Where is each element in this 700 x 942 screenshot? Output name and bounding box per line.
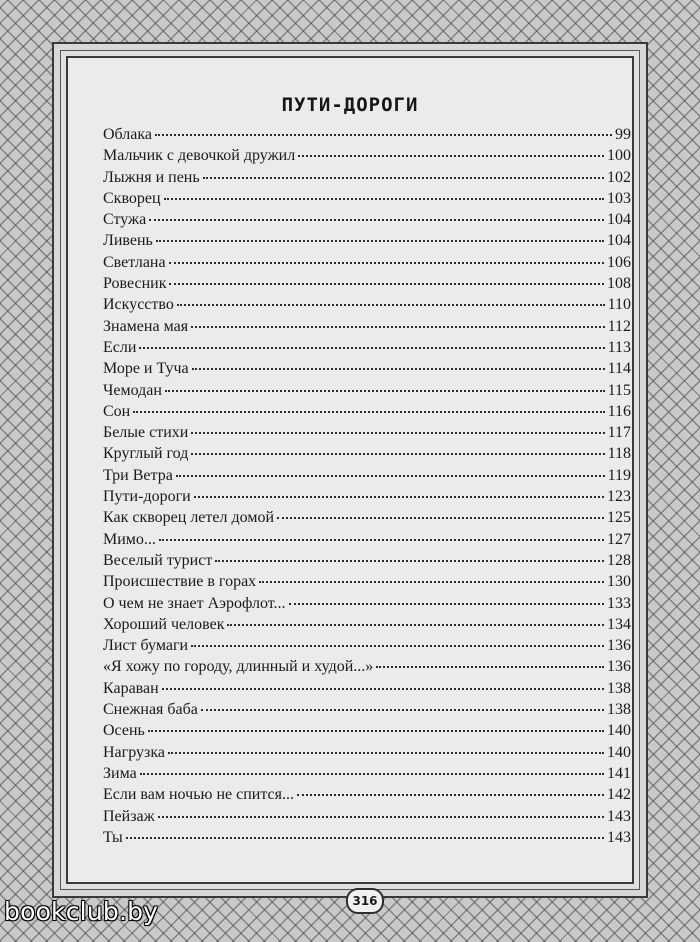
toc-entry-title: Знамена мая [103, 317, 189, 335]
toc-entry-title: Происшествие в горах [103, 573, 257, 591]
toc-entry-title: Если вам ночью не спится... [103, 786, 294, 804]
toc-entry [103, 145, 631, 166]
toc-dot-leader [201, 709, 604, 711]
toc-entry-title: Как скворец летел домой [103, 509, 275, 527]
toc-entry-title: Если [103, 338, 137, 356]
toc-entry-title: Искусство [103, 296, 174, 314]
toc-entry-page: 125 [607, 509, 631, 527]
toc-entry-title: Светлана [103, 253, 166, 271]
toc-entry-title: Мимо... [103, 530, 156, 548]
toc-entry-title: Скворец [103, 189, 161, 207]
toc-entry [103, 188, 631, 209]
toc-entry-page: 115 [607, 381, 631, 399]
toc-dot-leader [155, 134, 612, 136]
toc-entry [103, 124, 631, 145]
toc-entry-title: «Я хожу по городу, длинный и худой...» [103, 658, 374, 676]
toc-entry-page: 104 [607, 232, 631, 250]
toc-entry-page: 127 [607, 530, 631, 548]
toc-entry-title: Мальчик с девочкой дружил [103, 147, 296, 165]
toc-entry [103, 252, 631, 273]
toc-dot-leader [139, 347, 604, 349]
toc-dot-leader [298, 155, 604, 157]
toc-entry-title: Белые стихи [103, 424, 189, 442]
toc-dot-leader [191, 453, 604, 455]
toc-entry [103, 358, 631, 379]
toc-entry [103, 273, 631, 294]
toc-entry-title: Сон [103, 402, 131, 420]
watermark: bookclub.by [4, 897, 159, 926]
toc-entry-page: 119 [607, 466, 631, 484]
toc-dot-leader [159, 539, 604, 541]
toc-entry-page: 140 [607, 743, 631, 761]
toc-entry-title: О чем не знает Аэрофлот... [103, 594, 286, 612]
toc-entry-title: Лыжня и пень [103, 168, 200, 186]
toc-entry-page: 134 [607, 615, 631, 633]
toc-entry-page: 106 [607, 253, 631, 271]
toc-dot-leader [165, 390, 605, 392]
toc-dot-leader [376, 666, 604, 668]
toc-entry [103, 486, 631, 507]
toc-entry [103, 422, 631, 443]
toc-dot-leader [259, 581, 604, 583]
toc-entry-title: Нагрузка [103, 743, 165, 761]
toc-dot-leader [158, 816, 604, 818]
toc-entry-page: 110 [607, 296, 631, 314]
toc-dot-leader [289, 603, 604, 605]
toc-entry [103, 614, 631, 635]
toc-entry [103, 316, 631, 337]
toc-entry [103, 763, 631, 784]
toc-entry-page: 103 [607, 189, 631, 207]
toc-entry-title: Зима [103, 764, 137, 782]
toc-entry [103, 742, 631, 763]
toc-entry [103, 465, 631, 486]
toc-entry-title: Круглый год [103, 445, 189, 463]
page-number: 316 [352, 894, 378, 908]
toc-dot-leader [126, 837, 604, 839]
toc-dot-leader [168, 752, 604, 754]
toc-entry [103, 380, 631, 401]
toc-dot-leader [203, 177, 604, 179]
toc-dot-leader [192, 368, 605, 370]
toc-entry-title: Ты [103, 828, 123, 846]
toc-entry-page: 141 [607, 764, 631, 782]
toc-entry-page: 138 [607, 701, 631, 719]
toc-entry [103, 827, 631, 848]
toc-entry [103, 656, 631, 677]
toc-dot-leader [227, 624, 604, 626]
toc-entry [103, 294, 631, 315]
toc-entry [103, 806, 631, 827]
toc-entry-page: 138 [607, 679, 631, 697]
toc-dot-leader [133, 411, 604, 413]
toc-entry-page: 133 [607, 594, 631, 612]
toc-dot-leader [277, 517, 604, 519]
toc-entry-page: 136 [607, 658, 631, 676]
toc-dot-leader [156, 240, 604, 242]
toc-dot-leader [169, 262, 604, 264]
toc-entry-page: 102 [607, 168, 631, 186]
toc-entry [103, 550, 631, 571]
toc-entry [103, 230, 631, 251]
toc-entry [103, 167, 631, 188]
toc-entry-page: 113 [607, 338, 631, 356]
toc-entry-title: Море и Туча [103, 360, 189, 378]
toc-entry-page: 143 [607, 828, 631, 846]
toc-dot-leader [191, 326, 605, 328]
toc-entry-page: 143 [607, 807, 631, 825]
toc-entry-title: Пути-дороги [103, 488, 191, 506]
toc-dot-leader [176, 475, 605, 477]
toc-entry [103, 401, 631, 422]
toc-entry [103, 720, 631, 741]
toc-entry-title: Стужа [103, 211, 147, 229]
toc-entry-page: 108 [607, 275, 631, 293]
toc-dot-leader [191, 645, 604, 647]
page-number-badge [346, 888, 384, 914]
toc-entry [103, 593, 631, 614]
toc-entry-title: Чемодан [103, 381, 162, 399]
toc-dot-leader [177, 304, 605, 306]
toc-entry [103, 784, 631, 805]
toc-entry-title: Лист бумаги [103, 637, 189, 655]
toc-entry [103, 571, 631, 592]
toc-dot-leader [148, 730, 604, 732]
toc-entry-page: 112 [607, 317, 631, 335]
toc-entry-page: 128 [607, 551, 631, 569]
toc-dot-leader [297, 794, 604, 796]
page-title: ПУТИ-ДОРОГИ [281, 94, 419, 116]
toc-entry-title: Пейзаж [103, 807, 155, 825]
toc-entry [103, 699, 631, 720]
toc-dot-leader [215, 560, 604, 562]
toc-dot-leader [191, 432, 604, 434]
toc-dot-leader [194, 496, 604, 498]
toc-dot-leader [149, 219, 604, 221]
toc-entry-title: Хороший человек [103, 615, 225, 633]
toc-dot-leader [162, 688, 604, 690]
toc-entry-title: Ровесник [103, 275, 167, 293]
toc-entry-page: 114 [607, 360, 631, 378]
toc-entry-page: 116 [607, 402, 631, 420]
toc-entry [103, 529, 631, 550]
toc-entry [103, 209, 631, 230]
toc-entry [103, 635, 631, 656]
table-of-contents [103, 124, 631, 848]
toc-entry-title: Караван [103, 679, 159, 697]
toc-entry-title: Три Ветра [103, 466, 173, 484]
toc-entry-page: 118 [607, 445, 631, 463]
toc-entry-page: 140 [607, 722, 631, 740]
toc-entry-title: Облака [103, 126, 153, 143]
toc-entry-page: 117 [607, 424, 631, 442]
toc-entry-title: Осень [103, 722, 145, 740]
toc-entry [103, 678, 631, 699]
toc-dot-leader [169, 283, 604, 285]
toc-entry-page: 104 [607, 211, 631, 229]
toc-entry-page: 123 [607, 488, 631, 506]
toc-entry-title: Снежная баба [103, 701, 198, 719]
toc-dot-leader [140, 773, 604, 775]
toc-entry-page: 100 [607, 147, 631, 165]
toc-entry-page: 99 [615, 126, 631, 143]
toc-entry [103, 443, 631, 464]
toc-entry-page: 130 [607, 573, 631, 591]
toc-entry [103, 337, 631, 358]
toc-entry [103, 507, 631, 528]
toc-entry-title: Ливень [103, 232, 153, 250]
toc-entry-title: Веселый турист [103, 551, 213, 569]
toc-entry-page: 136 [607, 637, 631, 655]
toc-entry-page: 142 [607, 786, 631, 804]
toc-dot-leader [164, 198, 604, 200]
